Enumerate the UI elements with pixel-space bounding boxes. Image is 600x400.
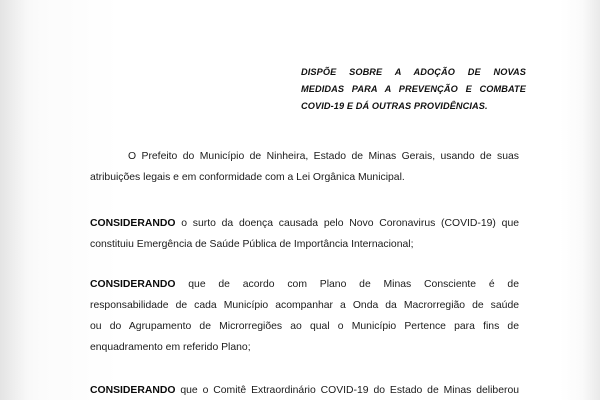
considerando-paragraph [90,213,519,255]
paragraph-first-line [90,380,519,400]
ementa-line: MEDIDAS PARA A PREVENÇÃO E COMBATE [301,84,526,94]
preamble-paragraph [90,146,519,188]
paragraph-line: responsabilidade de cada Município acompanhar a Onda da Macrorregião de saúde [90,300,519,311]
paragraph-line: ou do Agrupamento de Microrregiões ao qual o Município Pertence para fins de [90,321,519,332]
paragraph-line: constituiu Emergência de Saúde Pública de Importância Internacional; [90,239,414,250]
paragraph-text: que de acordo com Plano de Minas Consciente é de [175,279,519,290]
ementa-block [301,64,526,115]
paragraph-line: enquadramento em referido Plano; [90,342,251,353]
paragraph-line: O Prefeito do Município de Ninheira, Estado de Minas Gerais, usando de suas [128,151,519,162]
paragraph-line: atribuições legais e em conformidade com a Lei Orgânica Municipal. [90,172,405,183]
considerando-paragraph [90,380,519,400]
page-shadow-left [0,0,28,400]
considerando-keyword: CONSIDERANDO [90,218,176,229]
paragraph-first-line [90,213,519,234]
considerando-keyword: CONSIDERANDO [90,279,176,290]
paragraph-text: que o Comitê Extraordinário COVID-19 do Estado de Minas deliberou [175,385,519,396]
page-shadow-right [582,0,600,400]
ementa-line: DISPÕE SOBRE A ADOÇÃO DE NOVAS [301,67,526,77]
paragraph-text: o surto da doença causada pelo Novo Coronavirus (COVID-19) que [175,218,519,229]
paragraph-first-line [90,274,519,295]
considerando-paragraph [90,274,519,358]
ementa-line: COVID-19 E DÁ OUTRAS PROVIDÊNCIAS. [301,101,488,111]
considerando-keyword: CONSIDERANDO [90,385,176,396]
